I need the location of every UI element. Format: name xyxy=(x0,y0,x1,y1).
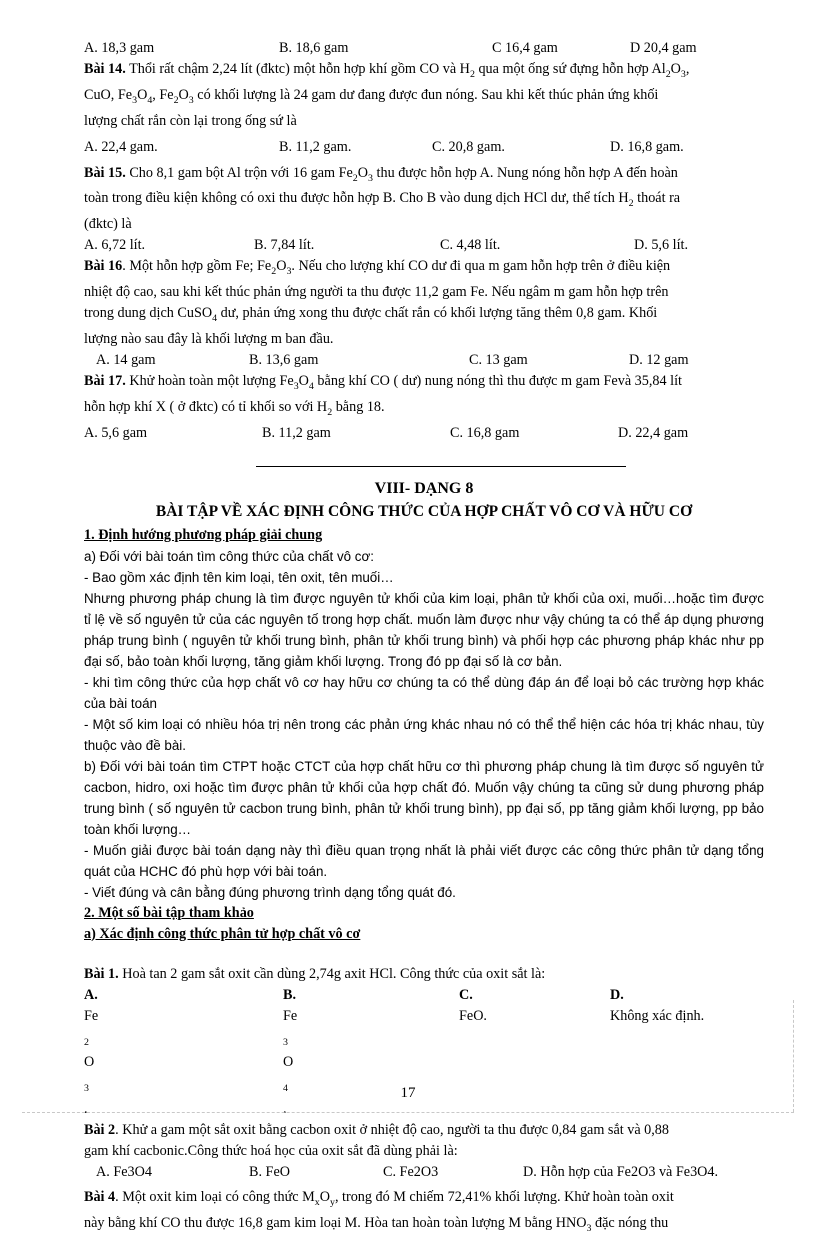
question-17: Bài 17. Khử hoàn toàn một lượng $Fe_3O_4$ bằng khí CO ( dư) nung nóng thì thu được m gam Fevà 35,84 lít hỗn hợp khí X ( ở đktc) có tỉ khối so với $H_2$ bằng 18. xyxy=(84,372,682,418)
question-number: Bài 2 xyxy=(84,1122,116,1139)
page-border-side xyxy=(793,1000,794,1112)
paragraph: - Viết đúng và cân bằng đúng phương trình dạng tổng quát đó. xyxy=(84,884,456,900)
option-d: D. 16,8 gam. xyxy=(610,138,684,155)
option-b: B. FeO xyxy=(249,1164,290,1181)
option-b: B. 13,6 gam xyxy=(249,351,319,368)
option-c: C. FeO. xyxy=(459,986,487,1024)
option-d: D. 22,4 gam xyxy=(618,424,689,441)
option-c: C 16,4 gam xyxy=(492,40,558,56)
option-a: A. 6,72 lít. xyxy=(84,237,146,254)
part2-subheading: a) Xác định công thức phân tử hợp chất vô cơ xyxy=(84,925,361,942)
option-b: B. 11,2 gam. xyxy=(279,138,352,155)
exercise-1: Bài 1. Hoà tan 2 gam sắt oxit cần dùng 2,74g axit HCl. Công thức của oxit sắt là: xyxy=(84,965,546,982)
option-a: A. 14 gam xyxy=(96,351,156,368)
option-d: D 20,4 gam xyxy=(630,40,697,56)
exercise-4: Bài 4. Một oxit kim loại có công thức $M_xO_y$, trong đó M chiếm 72,41% khối lượng. Khử hoàn toàn oxit này bằng khí CO thu được 16,8 gam kim loại M. Hòa tan hoàn toàn lượng M bằng $HNO_3$ đặc nóng thu xyxy=(84,1189,674,1234)
question-16: Bài 16. Một hỗn hợp gồm Fe; $Fe_2O_3$. Nếu cho lượng khí CO dư đi qua m gam hỗn hợp trên ở điều kiện nhiệt độ cao, sau khi kết thúc phản ứng người ta thu được 11,2 gam Fe. Nếu ngâm m gam hỗn hợp trên trong dung dịch CuSO$_4$ dư, phản ứng xong thu được chất rắn có khối lượng tăng thêm 0,8 gam. Khối lượng nào sau đây là khối lượng m ban đầu. xyxy=(84,258,671,347)
option-c: C. 13 gam xyxy=(469,351,528,368)
paragraph: - Bao gồm xác định tên kim loại, tên oxit, tên muối… xyxy=(84,569,394,585)
option-a: A. 5,6 gam xyxy=(84,424,148,441)
paragraph: Nhưng phương pháp chung là tìm được nguyên tử khối của kim loại, phân tử khối của oxi, muối…hoặc tìm được tỉ lệ về số nguyên tử của các nguyên tố trong hợp chất. muốn làm được như vậy chúng ta có thể áp dụng phương pháp trung bình ( nguyên tử khối trung bình, phân tử khối trung bình) và phối hợp các phương pháp khác như pp đại số, bảo toàn khối lượng, tăng giảm khối lượng. Trong đó pp đại số là cơ bản. xyxy=(84,590,764,669)
section-subtitle: BÀI TẬP VỀ XÁC ĐỊNH CÔNG THỨC CỦA HỢP CHẤT VÔ CƠ VÀ HỮU CƠ xyxy=(155,502,693,520)
page-number: 17 xyxy=(400,1085,416,1101)
paragraph: - khi tìm công thức của hợp chất vô cơ hay hữu cơ chúng ta có thể dùng đáp án để loại bỏ các trường hợp khác của bài toán xyxy=(84,674,764,711)
option-a: A. Fe $_2$ O $_3$ . xyxy=(84,986,99,1118)
q14-options xyxy=(84,137,764,158)
option-b: B. 7,84 lít. xyxy=(254,237,315,254)
question-number: Bài 15. xyxy=(84,164,126,181)
option-a: A. 22,4 gam. xyxy=(84,138,158,155)
q15-options xyxy=(84,235,764,256)
option-a: A. Fe3O4 xyxy=(96,1164,152,1181)
question-14: Bài 14. Thổi rất chậm 2,24 lít (đktc) một hỗn hợp khí gồm CO và $H_2$ qua một ống sứ đựng hỗn hợp $Al_2O_3$, CuO, $Fe_3O_4$, $Fe_2O_3$ có khối lượng là 24 gam dư đang được đun nóng. Sau khi kết thúc phản ứng khối lượng chất rắn còn lại trong ống sứ là xyxy=(84,61,690,129)
exercise-2-options xyxy=(84,1162,764,1183)
exercise-2: Bài 2. Khử a gam một sắt oxit bằng cacbon oxit ở nhiệt độ cao, người ta thu được 0,84 gam sắt và 0,88 gam khí cacbonic.Công thức hoá học của oxit sắt đã dùng phải là: xyxy=(84,1122,669,1160)
part2-heading: 2. Một số bài tập tham khảo xyxy=(84,904,254,921)
option-b: B. 11,2 gam xyxy=(262,424,331,441)
section-divider xyxy=(256,466,626,467)
option-c: C. Fe2O3 xyxy=(383,1164,439,1181)
option-d: D. Không xác định. xyxy=(610,986,705,1024)
document-page xyxy=(84,38,764,1239)
page-border xyxy=(22,1112,794,1113)
part1-body xyxy=(84,546,764,903)
option-c: C. 4,48 lít. xyxy=(440,237,501,254)
option-d: D. Hỗn hợp của Fe2O3 và Fe3O4. xyxy=(523,1164,719,1181)
paragraph: - Một số kim loại có nhiều hóa trị nên trong các phản ứng khác nhau nó có thể thể hiện các hóa trị khác nhau, tùy thuộc vào đề bài. xyxy=(84,716,764,753)
question-15: Bài 15. Cho 8,1 gam bột Al trộn với 16 gam $Fe_2O_3$ thu được hỗn hợp A. Nung nóng hỗn hợp A đến hoàn toàn trong điều kiện không có oxi thu được hỗn hợp B. Cho B vào dung dịch HCl dư, thể tích $H_2$ thoát ra (đktc) là xyxy=(84,164,681,233)
question-number: Bài 4 xyxy=(84,1189,116,1206)
option-a: A. 18,3 gam xyxy=(84,40,155,56)
option-c: C. 16,8 gam xyxy=(450,424,520,441)
paragraph: b) Đối với bài toán tìm CTPT hoặc CTCT của hợp chất hữu cơ thì phương pháp chung là tìm được số nguyên tử cacbon, hidro, oxi hoặc tìm được phân tử khối của hợp chất đó. Muốn vậy chúng ta cũng sử dung phương pháp trung bình ( số nguyên tử cacbon trung bình, phân tử khối trung bình), pp đại số, pp tăng giảm khối lượng, pp bảo toàn khối lượng… xyxy=(84,758,764,837)
q16-options xyxy=(84,350,764,371)
paragraph: a) Đối với bài toán tìm công thức của chất vô cơ: xyxy=(84,548,375,564)
option-b: B. Fe $_3$ O $_4$ . xyxy=(283,986,298,1118)
q13-options xyxy=(84,38,764,59)
option-d: D. 12 gam xyxy=(629,351,689,368)
option-b: B. 18,6 gam xyxy=(279,40,349,56)
option-d: D. 5,6 lít. xyxy=(634,237,688,254)
question-number: Bài 16 xyxy=(84,258,123,275)
question-number: Bài 14. xyxy=(84,61,126,77)
option-c: C. 20,8 gam. xyxy=(432,138,505,155)
paragraph: - Muốn giải được bài toán dạng này thì điều quan trọng nhất là phải viết được các công thức phân tử dạng tổng quát của HCHC đó phù hợp với bài toán. xyxy=(84,842,764,879)
section-title: VIII- DẠNG 8 xyxy=(374,479,474,497)
part1-heading: 1. Định hướng phương pháp giải chung xyxy=(84,526,323,543)
q17-options xyxy=(84,423,764,444)
question-number: Bài 17. xyxy=(84,372,126,389)
question-number: Bài 1. xyxy=(84,965,119,982)
